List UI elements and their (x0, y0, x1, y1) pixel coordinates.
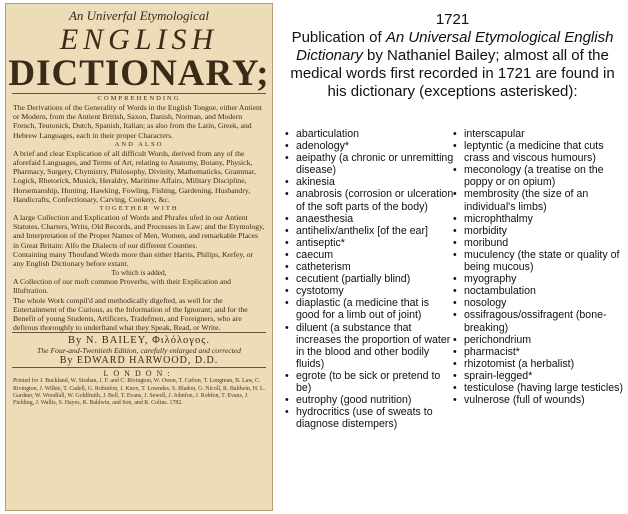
word-list-left (284, 128, 454, 430)
word-list-item: • vulnerose (full of wounds) (452, 394, 624, 406)
word-list-item: • adenology* (284, 140, 454, 152)
word-list-item: • morbidity (452, 225, 624, 237)
word-list-item: • anabrosis (corrosion or ulceration of the soft parts of the body) (284, 188, 454, 212)
title-page-whole-work: The whole Work compil'd and methodically digefted, as well for the Entertainment of the Curious, as the Information of the Ignorant; and for the Benefit of young Students, Artificers, Tradefmen, and Foreigners, who are defirous thoroughly to underftand what they Speak, Read, or Write. (13, 295, 248, 333)
word-list-item: • catheterism (284, 261, 454, 273)
title-page-derivations: The Derivations of the Generality of Words in the English Tongue, either Antient or Modern, from the Antient British, Saxon, Danish, Norman, and Modern French, Teutonick, Dutch, Spanish, Italian; as also from the Latin, Greek, and Hebrew Languages, each in their proper Characters. (13, 103, 262, 140)
title-page-explication: A brief and clear Explication of all difficult Words, derived from any of the aforefaid Languages, and Terms of Art, relating to Anatomy, Botany, Physick, Pharmacy, Surgery, Chymistry, Philosophy, Divinity, Mathematicks, Grammar, Logick, Rhetorick, Musick, Heraldry, Maritime Affairs, Military Discipline, Horsemanship, Hunting, Hawking, Fowling, Fishing, Gardening, Husbandry, Handicrafts, Confectionary, Carving, Cookery, &c. (13, 148, 256, 204)
word-list-item: • myography (452, 273, 624, 285)
word-list-item: • diluent (a substance that increases the proportion of water in the blood and other bodily fluids) (284, 322, 454, 370)
title-page-author: By N. BAILEY, Φιλόλογος. (68, 335, 210, 347)
word-list-item: • interscapular (452, 128, 624, 140)
word-list-item: • sprain-legged* (452, 370, 624, 382)
word-list-item: • antiseptic* (284, 237, 454, 249)
title-page-together-with: TOGETHER WITH (99, 205, 179, 213)
word-list-item: • perichondrium (452, 334, 624, 346)
title-page-london: LONDON: (103, 369, 175, 379)
word-list-item: • caecum (284, 249, 454, 261)
word-list-item: • abarticulation (284, 128, 454, 140)
title-page-english: ENGLISH (59, 23, 219, 56)
title-page-rule (12, 367, 266, 368)
word-list-item: • egrote (to be sick or pretend to be) (284, 370, 454, 394)
word-list-item: • testiculose (having large testicles) (452, 382, 624, 394)
caption-text-end: by Nathaniel Bailey; almost all of the medical words first recorded in 1721 are found in his dictionary (exceptions asterisked): (290, 47, 615, 100)
word-list-item: • hydrocritics (use of sweats to diagnose distempers) (284, 406, 454, 430)
word-list-item: • cystotomy (284, 285, 454, 297)
word-list-item: • microphthalmy (452, 213, 624, 225)
word-list-item: • membrosity (the size of an individual's limbs) (452, 188, 624, 212)
word-list-item: • akinesia (284, 176, 454, 188)
title-page-image (5, 3, 273, 511)
title-page-dictionary: DICTIONARY; (8, 53, 270, 94)
word-list-item: • muculency (the state or quality of being mucous) (452, 249, 624, 273)
title-page-added: To which is added, (111, 268, 167, 278)
title-page-collection: A large Collection and Explication of Words and Phrafes ufed in our Antient Statutes, Charters, Writs, Old Records, and Processes in Law; and the Etymology, and Interpretation of the Proper Names of Men, Women, and remarkable Places in Great Britain: Alfo the Dialects of our different Counties. (13, 213, 265, 250)
title-page-edition: The Four-and-Twentieth Edition, carefully enlarged and corrected (36, 346, 242, 356)
word-list-item: • diaplastic (a medicine that is good for a limb out of joint) (284, 297, 454, 321)
title-page-rule (12, 332, 266, 333)
word-list-item: • leptyntic (a medicine that cuts crass and viscous humours) (452, 140, 624, 164)
caption (280, 11, 625, 101)
word-list-item: • cecutient (partially blind) (284, 273, 454, 285)
title-page-proverbs: A Collection of our moft common Proverbs, with their Explication and Illuftration. (13, 277, 231, 296)
word-list-item: • eutrophy (good nutrition) (284, 394, 454, 406)
word-list-item: • meconology (a treatise on the poppy or on opium) (452, 164, 624, 188)
title-page-editor: By EDWARD HARWOOD, D.D. (59, 355, 219, 367)
title-page-and-also: AND ALSO (114, 140, 164, 148)
caption-book-title: An Universal Etymological English Dictionary (296, 29, 614, 64)
caption-year: 1721 (435, 11, 470, 28)
word-list-item: • aeipathy (a chronic or unremitting disease) (284, 152, 454, 176)
word-list-item: • noctambulation (452, 285, 624, 297)
word-list-item: • moribund (452, 237, 624, 249)
title-page-comprehending: COMPREHENDING (97, 95, 181, 102)
word-list-right (452, 128, 624, 406)
word-list-item: • nosology (452, 297, 624, 309)
title-page-printers: Printed for J. Buckland, W. Strahan, J. F. and C. Rivington, W. Owen, T. Cafion, T. Longman, B. Law, C. Rivington, J. Wilkie, T. Cadell, G. Robinfon, J. Knox, T. Lowndes, S. Bladon, G. Nicoll, R. Baldwin, H. L. Gardner, W. Woodfall, W. Goldfmith, J. Bell, T. Evans, J. Sewell, J. Johnfon, J. Robfon, T. Evans, J. Fielding, J. Wallis, S. Hayes, R. Baldwin, and Son, and R. Colins. 1782. (13, 378, 266, 407)
title-page-containing: Containing many Thoufand Words more than either Harris, Philips, Kerfey, or any English Dictionary before extant. (13, 249, 254, 269)
title-page-subtitle: An Univerfal Etymological (68, 8, 210, 23)
word-list-item: • anaesthesia (284, 213, 454, 225)
word-list-item: • rhizotomist (a herbalist) (452, 358, 624, 370)
word-list-item: • pharmacist* (452, 346, 624, 358)
caption-text-start: Publication of (291, 29, 386, 46)
word-list-item: • antihelix/anthelix [of the ear] (284, 225, 454, 237)
word-list-item: • ossifragous/ossifragent (bone-breaking) (452, 309, 624, 333)
